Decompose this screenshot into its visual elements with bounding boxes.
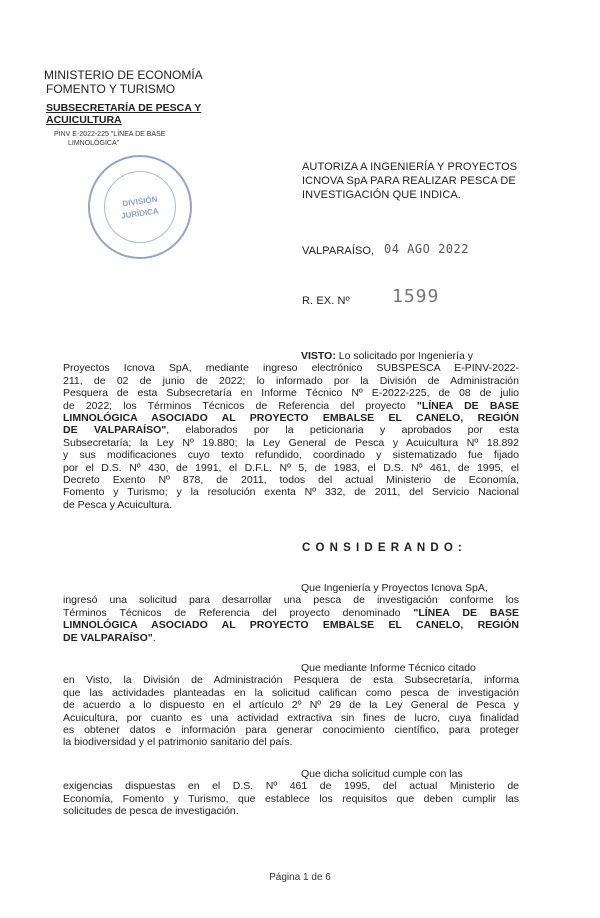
division-juridica-stamp <box>88 155 192 259</box>
reference-line-2: LIMNOLÓGICA" <box>68 140 120 147</box>
reference-line-1: PINV E-2022-225 "LÍNEA DE BASE <box>54 131 166 138</box>
ministry-line-1: MINISTERIO DE ECONOMÍA <box>44 68 203 82</box>
reference-code <box>54 130 165 148</box>
considerando-paragraph-2 <box>63 662 519 749</box>
p3-line-3: Economía, Fomento y Turismo, que establece los requisitos que deben cumplir las <box>63 792 519 805</box>
p2-line-5: Acuicultura, por cuanto es una actividad extractiva sin fines de lucro, cuya finalidad <box>63 711 519 724</box>
p2-line-4: de acuerdo a lo dispuesto en el artículo 2º Nº 29 de la Ley General de Pesca y <box>63 699 519 712</box>
subject-line-1: AUTORIZA A INGENIERÍA Y PROYECTOS <box>302 161 518 173</box>
considerando-paragraph-1 <box>63 582 519 644</box>
p2-line-1: Que mediante Informe Técnico citado <box>301 662 476 674</box>
subsecretaria-line-1: SUBSECRETARÍA DE PESCA Y <box>46 102 202 114</box>
visto-line-6: LIMNOLÓGICA ASOCIADO AL PROYECTO EMBALSE EL CANELO, REGIÓN <box>63 412 519 425</box>
visto-line-5: de 2022; los Términos Técnicos de Referencia del proyecto "LÍNEA DE BASE <box>63 399 519 412</box>
visto-line-12: Fomento y Turismo; y la resolución exenta Nº 332, de 2011, del Servicio Nacional <box>63 486 519 499</box>
subject-line-3: INVESTIGACIÓN QUE INDICA. <box>302 189 461 201</box>
visto-line-11: Decreto Exento Nº 878, de 2011, todos del actual Ministerio de Economía, <box>63 474 519 487</box>
visto-line-9: y sus modificaciones cuyo texto refundido, coordinado y sistematizado fue fijado <box>63 449 519 462</box>
subsecretaria-header <box>46 102 201 126</box>
ministry-line-2: FOMENTO Y TURISMO <box>46 82 176 96</box>
p1-line-2: ingresó una solicitud para desarrollar una pesca de investigación conforme los <box>63 594 519 607</box>
p1-line-4: LIMNOLÓGICA ASOCIADO AL PROYECTO EMBALSE EL CANELO, REGIÓN <box>63 619 519 632</box>
p2-line-3: que las actividades planteadas en la solicitud califican como pesca de investigación <box>63 686 519 699</box>
resolution-number: 1599 <box>392 286 440 307</box>
considerando-paragraph-3 <box>63 768 519 818</box>
visto-line-3: 211, de 02 de junio de 2022; lo informado por la División de Administración <box>63 374 519 387</box>
visto-heading: VISTO: <box>301 350 336 362</box>
p2-line-2: en Visto, la División de Administración Pesquera de esta Subsecretaría, informa <box>63 674 519 687</box>
p3-line-1: Que dicha solicitud cumple con las <box>301 768 463 780</box>
subsecretaria-line-2: ACUICULTURA <box>46 114 122 126</box>
date-stamp: 04 AGO 2022 <box>384 242 469 256</box>
visto-section <box>63 350 519 511</box>
visto-line-1: VISTO: Lo solicitado por Ingeniería y <box>301 350 473 362</box>
subject-block <box>302 160 542 202</box>
considerando-heading: C O N S I D E R A N D O : <box>302 542 463 554</box>
ministry-header <box>44 68 224 96</box>
p2-line-6: es obtener datos e información para generar conocimiento científico, para proteger <box>63 724 519 737</box>
visto-line-4: Pesquera de esta Subsecretaría en Informe Técnico Nº E-2022-225, de 08 de julio <box>63 387 519 400</box>
p1-line-3: Términos Técnicos de Referencia del proyecto denominado "LÍNEA DE BASE <box>63 606 520 619</box>
stamp-line-1: DIVISIÓN <box>121 194 158 209</box>
subject-line-2: ICNOVA SpA PARA REALIZAR PESCA DE <box>302 175 516 187</box>
resolution-label: R. EX. Nº <box>302 295 350 307</box>
visto-line-13: de Pesca y Acuicultura. <box>63 498 173 511</box>
visto-line-10: por el D.S. Nº 430, de 1991, el D.F.L. Nº 5, de 1983, el D.S. Nº 461, de 1995, el <box>63 461 519 474</box>
stamp-line-2: JURÍDICA <box>120 206 160 221</box>
place-label: VALPARAÍSO, <box>302 245 375 257</box>
p3-line-2: exigencias dispuestas en el D.S. Nº 461 de 1995, del actual Ministerio de <box>63 780 519 793</box>
visto-line-7: DE VALPARAÍSO", elaborados por la peticionaria y aprobados por esta <box>63 424 519 437</box>
visto-line-8: Subsecretaría; la Ley Nº 19.880; la Ley General de Pesca y Acuicultura Nº 18.892 <box>63 436 519 449</box>
p1-line-1: Que Ingeniería y Proyectos Icnova SpA, <box>301 582 488 594</box>
p3-line-4: solicitudes de pesca de investigación. <box>63 805 239 818</box>
p1-line-5: DE VALPARAÍSO". <box>63 631 156 644</box>
visto-line-2: Proyectos Icnova SpA, mediante ingreso electrónico SUBSPESCA E-PINV-2022- <box>63 362 519 375</box>
p2-line-7: la biodiversidad y el patrimonio sanitario del país. <box>63 736 293 749</box>
page-number: Página 1 de 6 <box>269 872 331 883</box>
